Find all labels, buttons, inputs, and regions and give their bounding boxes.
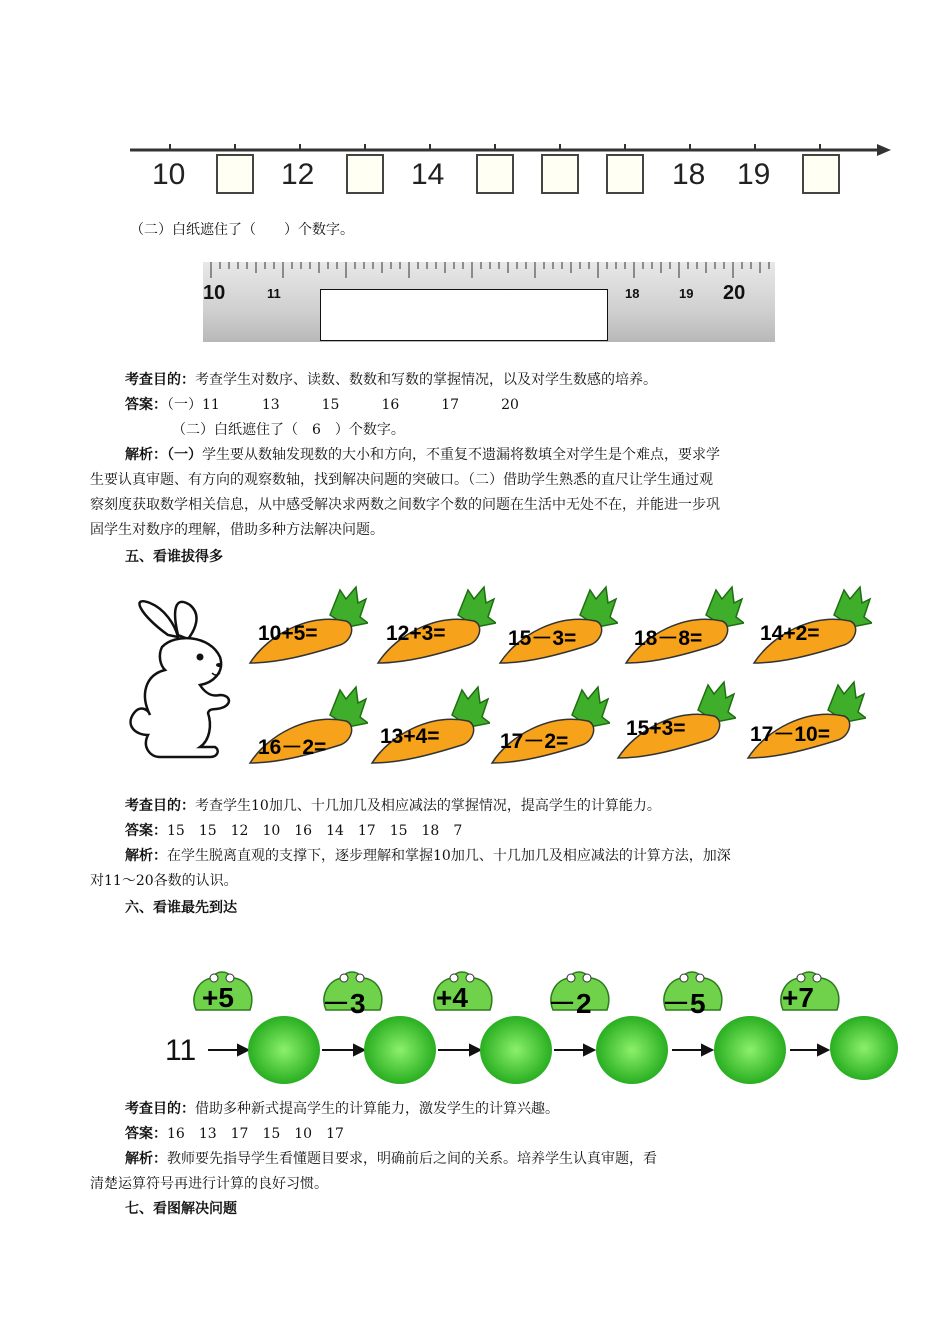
- analysis-line: 生要认真审题、有方向的观察数轴，找到解决问题的突破口。（二）借助学生熟悉的直尺让学生通过观: [90, 472, 713, 488]
- carrot: [490, 685, 610, 775]
- carrot-icon: [248, 685, 368, 775]
- ruler-label: 20: [723, 282, 746, 304]
- analysis-bold: （一）: [167, 447, 202, 463]
- analysis-line: 固学生对数序的理解，借助多种方法解决问题。: [90, 522, 384, 538]
- frog-operation: +5: [202, 982, 234, 1013]
- section-title: 六、看谁最先到达: [125, 900, 237, 916]
- carrot-equation: 15+3=: [626, 717, 686, 740]
- number-line-blank[interactable]: [802, 154, 840, 194]
- analysis-line: [125, 1149, 657, 1169]
- analysis-label: 解析：: [125, 848, 167, 864]
- ruler-label: 18: [625, 286, 640, 301]
- purpose-label: 考查目的：: [125, 798, 195, 814]
- carrot: [498, 585, 618, 675]
- frog-operation: －2: [548, 988, 592, 1019]
- rabbit-image: [120, 595, 240, 760]
- number-line-blank[interactable]: [606, 154, 644, 194]
- purpose-label: 考查目的：: [125, 372, 195, 388]
- purpose-line: [125, 1099, 559, 1119]
- purpose-line: [125, 370, 657, 390]
- frog-operation: －5: [662, 988, 706, 1019]
- answer-label: 答案：: [125, 823, 167, 839]
- analysis-line: 清楚运算符号再进行计算的良好习惯。: [90, 1176, 328, 1192]
- purpose-text: 借助多种新式提高学生的计算能力，激发学生的计算兴趣。: [195, 1101, 559, 1117]
- carrot: [248, 685, 368, 775]
- number-line-blank[interactable]: [216, 154, 254, 194]
- answer-text: 15 15 12 10 16 14 17 15 18 7: [167, 823, 463, 839]
- number-line-blank[interactable]: [476, 154, 514, 194]
- white-paper-cover: [320, 289, 608, 341]
- number-line-label: 14: [411, 158, 445, 191]
- analysis-line: [125, 846, 731, 866]
- analysis-text: 教师要先指导学生看懂题目要求，明确前后之间的关系。培养学生认真审题，看: [167, 1151, 657, 1167]
- frog-operation: +7: [782, 982, 814, 1013]
- frog-operation: +4: [436, 982, 468, 1013]
- ruler-label: 19: [679, 286, 694, 301]
- answer-line: [125, 1124, 344, 1144]
- carrot-equation: 13+4=: [380, 725, 440, 748]
- purpose-text: 考查学生10加几、十几加几及相应减法的掌握情况，提高学生的计算能力。: [195, 798, 661, 814]
- carrot: [746, 680, 866, 770]
- carrot: [616, 680, 736, 770]
- carrot-equation: 14+2=: [760, 622, 820, 645]
- analysis-label: 解析：: [125, 447, 167, 463]
- carrot: [752, 585, 872, 675]
- analysis-text: 学生要从数轴发现数的大小和方向，不重复不遗漏将数填全对学生是个难点，要求学: [202, 447, 720, 463]
- number-line-blank[interactable]: [346, 154, 384, 194]
- analysis-line: [125, 445, 720, 465]
- analysis-line: 对11～20各数的认识。: [90, 873, 238, 889]
- ruler-question: （二）白纸遮住了（ ）个数字。: [130, 222, 354, 238]
- answer-label: 答案：: [125, 397, 167, 413]
- answer-line: [125, 395, 519, 415]
- purpose-label: 考查目的：: [125, 1101, 195, 1117]
- answer-text: （一）11 13 15 16 17 20: [167, 397, 519, 413]
- number-line-label: 18: [672, 158, 706, 191]
- ruler-label: 10: [203, 282, 226, 304]
- number-line-label: 12: [281, 158, 315, 191]
- answer-line: [125, 821, 462, 841]
- section-title: 五、看谁拔得多: [125, 549, 223, 565]
- carrot-equation: 10+5=: [258, 622, 318, 645]
- analysis-text: 在学生脱离直观的支撑下，逐步理解和掌握10加几、十几加几及相应减法的计算方法，加深: [167, 848, 731, 864]
- number-line-blank[interactable]: [541, 154, 579, 194]
- carrot-equation: 18－8=: [634, 627, 703, 650]
- carrot: [370, 685, 490, 775]
- analysis-label: 解析：: [125, 1151, 167, 1167]
- purpose-line: [125, 796, 661, 816]
- lily-pad-path: [200, 1012, 900, 1088]
- carrot-equation: 12+3=: [386, 622, 446, 645]
- carrot: [376, 585, 496, 675]
- section-title: 七、看图解决问题: [125, 1201, 237, 1217]
- carrot-equation: 16－2=: [258, 736, 327, 759]
- answer-text: 16 13 17 15 10 17: [167, 1126, 344, 1142]
- ruler-label: 11: [267, 286, 281, 301]
- answer-line-2: （二）白纸遮住了（ 6 ）个数字。: [172, 422, 405, 438]
- purpose-text: 考查学生对数序、读数、数数和写数的掌握情况，以及对学生数感的培养。: [195, 372, 657, 388]
- frog-operation: －3: [322, 988, 366, 1019]
- carrot-equation: 17－2=: [500, 730, 569, 753]
- number-line-label: 19: [737, 158, 771, 191]
- carrot-equation: 17－10=: [750, 723, 830, 746]
- answer-label: 答案：: [125, 1126, 167, 1142]
- carrot: [248, 585, 368, 675]
- number-line-label: 10: [152, 158, 186, 191]
- analysis-line: 察刻度获取数学相关信息，从中感受解决求两数之间数字个数的问题在生活中无处不在，并能进一步巩: [90, 497, 720, 513]
- start-number: 11: [165, 1034, 197, 1067]
- carrot: [624, 585, 744, 675]
- carrot-equation: 15－3=: [508, 627, 577, 650]
